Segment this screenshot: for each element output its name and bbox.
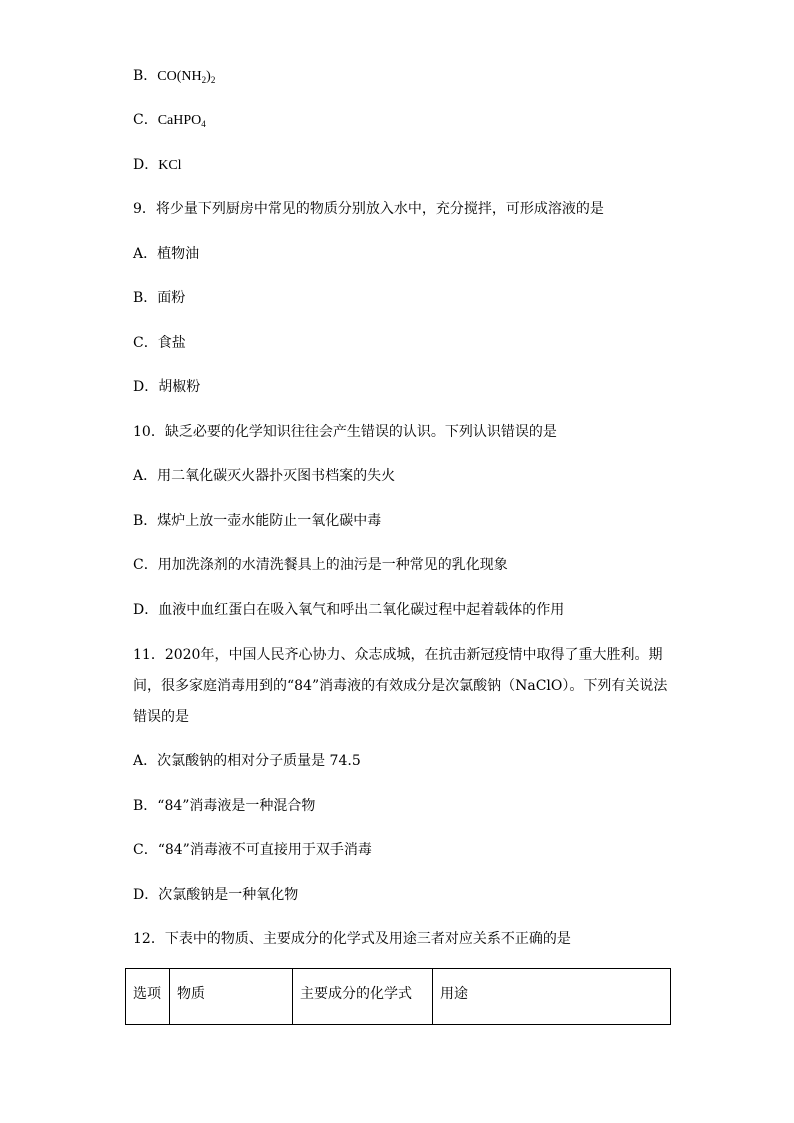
q10-option-d: D．血液中血红蛋白在吸入氧气和呼出二氧化碳过程中起着载体的作用 (133, 602, 565, 618)
table-header-formula: 主要成分的化学式 (293, 969, 433, 1025)
option-c-formula: C．CaHPO$_4$ (133, 112, 206, 129)
q10-option-a: A．用二氧化碳灭火器扑灭图书档案的失火 (133, 468, 396, 484)
q10-option-b: B．煤炉上放一壶水能防止一氧化碳中毒 (133, 513, 382, 529)
substance-table (125, 968, 671, 1025)
table-header-use: 用途 (433, 969, 671, 1025)
question-11-line-3: 错误的是 (133, 709, 189, 725)
q9-option-d: D．胡椒粉 (133, 379, 201, 395)
table-header-substance: 物质 (170, 969, 293, 1025)
question-12: 12．下表中的物质、主要成分的化学式及用途三者对应关系不正确的是 (133, 931, 571, 947)
table-header-option: 选项 (126, 969, 170, 1025)
q11-option-c: C．“84”消毒液不可直接用于双手消毒 (133, 842, 372, 858)
q9-option-b: B．面粉 (133, 290, 186, 306)
q9-option-c: C．食盐 (133, 335, 186, 351)
option-b-formula: B．$CO(NH_2)_2$ (133, 68, 216, 85)
question-10: 10．缺乏必要的化学知识往往会产生错误的认识。下列认识错误的是 (133, 424, 557, 440)
table-header-row (126, 969, 671, 1025)
q10-option-c: C．用加洗涤剂的水清洗餐具上的油污是一种常见的乳化现象 (133, 557, 508, 573)
question-11-line-2: 间，很多家庭消毒用到的“84”消毒液的有效成分是次氯酸钠（NaClO）。下列有关说法 (133, 678, 668, 694)
question-11-line-1: 11．2020年，中国人民齐心协力、众志成城，在抗击新冠疫情中取得了重大胜利。期 (133, 647, 663, 663)
q11-option-a: A．次氯酸钠的相对分子质量是 74.5 (133, 753, 361, 769)
option-d-formula: D．KCl (133, 157, 182, 173)
q11-option-d: D．次氯酸钠是一种氧化物 (133, 887, 299, 903)
question-9: 9．将少量下列厨房中常见的物质分别放入水中，充分搅拌，可形成溶液的是 (133, 201, 604, 217)
q11-option-b: B．“84”消毒液是一种混合物 (133, 798, 316, 814)
q9-option-a: A．植物油 (133, 246, 200, 262)
